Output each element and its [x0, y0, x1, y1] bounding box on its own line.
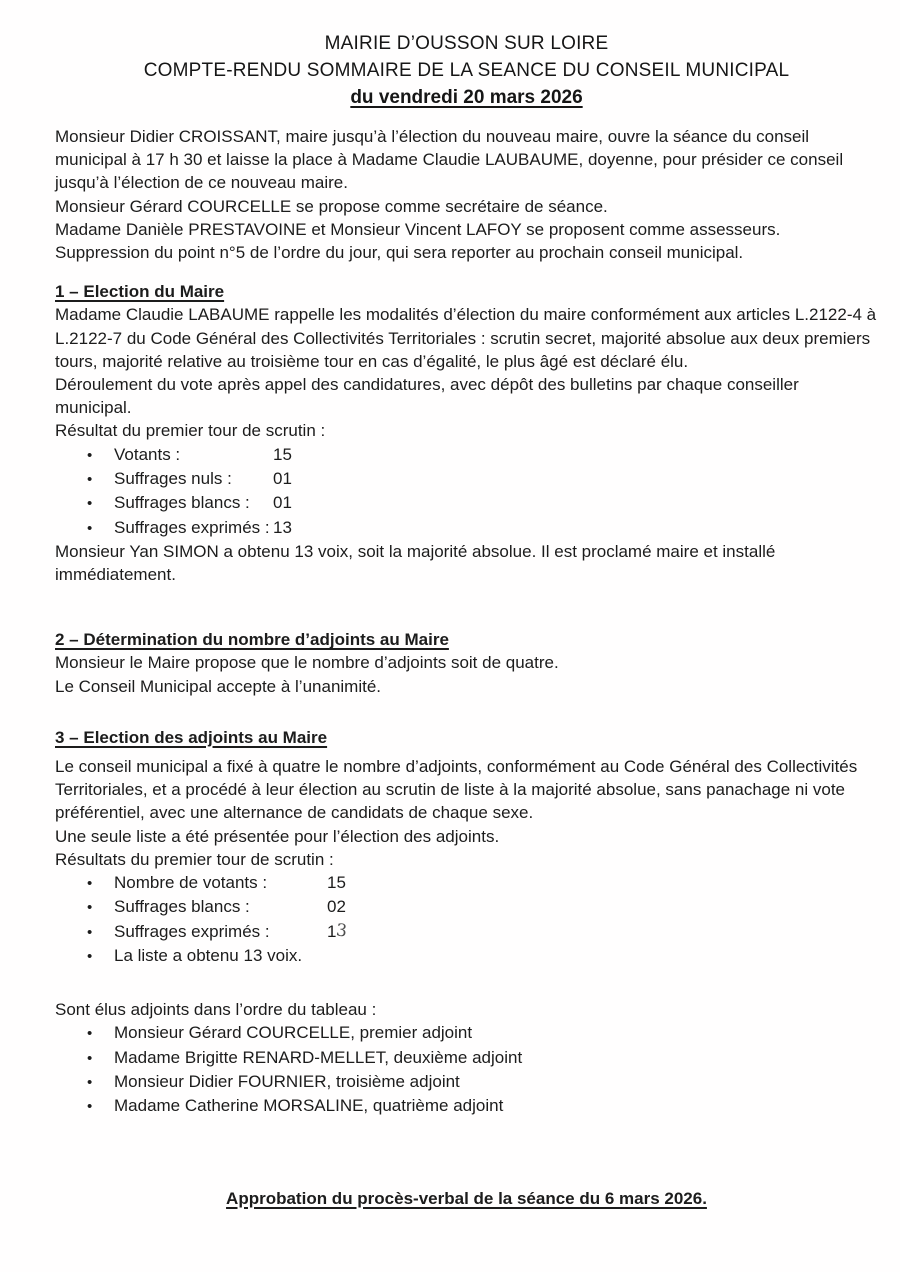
section3-heading: 3 – Election des adjoints au Maire [55, 727, 328, 747]
elected-adjoints-block [55, 998, 878, 1118]
list-item [55, 920, 878, 944]
intro-paragraph: Monsieur Didier CROISSANT, maire jusqu’à l’élection du nouveau maire, ouvre la séance du conseil municipal à 17 h 30 et laisse la place à Madame Claudie LAUBAUME, doyenne, pour présider ce conseil jusqu’à l’élection de ce nouveau maire. [55, 127, 844, 193]
approval-footer-line: Approbation du procès-verbal de la séance du 6 mars 2026. [226, 1188, 707, 1208]
intro-line-assesseurs: Madame Danièle PRESTAVOINE et Monsieur Vincent LAFOY se proposent comme assesseurs. [55, 219, 781, 239]
bullet-icon: • [87, 1025, 93, 1043]
section1-results-label: Résultat du premier tour de scrutin : [55, 421, 326, 441]
list-item [55, 944, 878, 968]
section1-paragraph-deroulement: Déroulement du vote après appel des candidatures, avec dépôt des bulletins par chaque conseiller municipal. [55, 375, 799, 418]
list-item [55, 516, 878, 540]
bullet-icon: • [87, 519, 93, 537]
result-label: Suffrages nuls : [114, 468, 232, 488]
list-item [55, 1021, 878, 1045]
result-label: Suffrages blancs : [114, 493, 250, 513]
intro-block [55, 125, 878, 264]
title-mairie: MAIRIE D’OUSSON SUR LOIRE [324, 33, 609, 54]
result-label: Nombre de votants : [114, 873, 268, 893]
section2-line-propose: Monsieur le Maire propose que le nombre d’adjoints soit de quatre. [55, 653, 559, 673]
section3-results-label: Résultats du premier tour de scrutin : [55, 849, 334, 869]
section2-line-accepte: Le Conseil Municipal accepte à l’unanimité. [55, 676, 382, 696]
list-item [55, 467, 878, 491]
list-item [55, 491, 878, 515]
result-value: 13 [273, 517, 292, 537]
section-election-adjoints [55, 726, 878, 1119]
bullet-icon: • [87, 495, 93, 513]
handwritten-digit: 3 [335, 920, 349, 942]
section3-line-liste-unique: Une seule liste a été présentée pour l’élection des adjoints. [55, 826, 500, 846]
intro-line-suppression: Suppression du point n°5 de l’ordre du jour, qui sera reporter au prochain conseil municipal. [55, 243, 744, 263]
result-label: La liste a obtenu 13 voix. [114, 945, 303, 965]
bullet-icon: • [87, 1098, 93, 1116]
document-title-block [55, 30, 878, 111]
section3-paragraph-modalites: Le conseil municipal a fixé à quatre le nombre d’adjoints, conformément au Code Général des Collectivités Territoriales, et a procédé à leur élection au scrutin de liste à la majorité absolue, sans panachage ni vote préférentiel, avec une alternance de candidats de chaque sexe. [55, 757, 858, 823]
section-election-maire [55, 280, 878, 586]
result-value: 02 [327, 897, 346, 917]
elected-name: Monsieur Didier FOURNIER, troisième adjoint [114, 1072, 460, 1092]
printed-digit: 1 [327, 921, 337, 941]
result-value [327, 920, 347, 944]
section1-results-list [55, 443, 878, 540]
section1-heading: 1 – Election du Maire [55, 282, 225, 302]
bullet-icon: • [87, 947, 93, 965]
result-value: 15 [327, 873, 346, 893]
title-date: du vendredi 20 mars 2026 [350, 87, 583, 108]
list-item [55, 895, 878, 919]
elected-intro: Sont élus adjoints dans l’ordre du tableau : [55, 1000, 377, 1020]
result-label: Suffrages blancs : [114, 897, 250, 917]
elected-list [55, 1021, 878, 1118]
section2-heading: 2 – Détermination du nombre d’adjoints au Maire [55, 630, 449, 650]
list-item [55, 1094, 878, 1118]
bullet-icon: • [87, 875, 93, 893]
intro-line-secretaire: Monsieur Gérard COURCELLE se propose comme secrétaire de séance. [55, 196, 608, 216]
result-label: Suffrages exprimés : [114, 517, 270, 537]
section3-results-list [55, 871, 878, 968]
list-item [55, 443, 878, 467]
bullet-icon: • [87, 899, 93, 917]
bullet-icon: • [87, 923, 93, 941]
result-label: Suffrages exprimés : [114, 921, 270, 941]
result-value: 01 [273, 468, 292, 488]
result-value: 01 [273, 493, 292, 513]
elected-name: Monsieur Gérard COURCELLE, premier adjoint [114, 1023, 473, 1043]
bullet-icon: • [87, 1074, 93, 1092]
section-nombre-adjoints [55, 628, 878, 698]
bullet-icon: • [87, 1049, 93, 1067]
result-value: 15 [273, 444, 292, 464]
title-compte-rendu: COMPTE-RENDU SOMMAIRE DE LA SEANCE DU CONSEIL MUNICIPAL [143, 60, 790, 81]
section1-paragraph-modalites: Madame Claudie LABAUME rappelle les modalités d’élection du maire conformément aux articles L.2122-4 à L.2122-7 du Code Général des Collectivités Territoriales : scrutin secret, majorité absolue aux deux premiers tours, majorité relative au troisième tour en cas d’égalité, le plus âgé est déclaré élu. [55, 305, 877, 371]
elected-name: Madame Catherine MORSALINE, quatrième adjoint [114, 1096, 504, 1116]
section1-paragraph-proclamation: Monsieur Yan SIMON a obtenu 13 voix, soit la majorité absolue. Il est proclamé maire et installé immédiatement. [55, 541, 776, 585]
elected-name: Madame Brigitte RENARD-MELLET, deuxième adjoint [114, 1047, 523, 1067]
list-item [55, 1046, 878, 1070]
list-item [55, 871, 878, 895]
bullet-icon: • [87, 470, 93, 488]
bullet-icon: • [87, 446, 93, 464]
list-item [55, 1070, 878, 1094]
result-label: Votants : [114, 444, 181, 464]
